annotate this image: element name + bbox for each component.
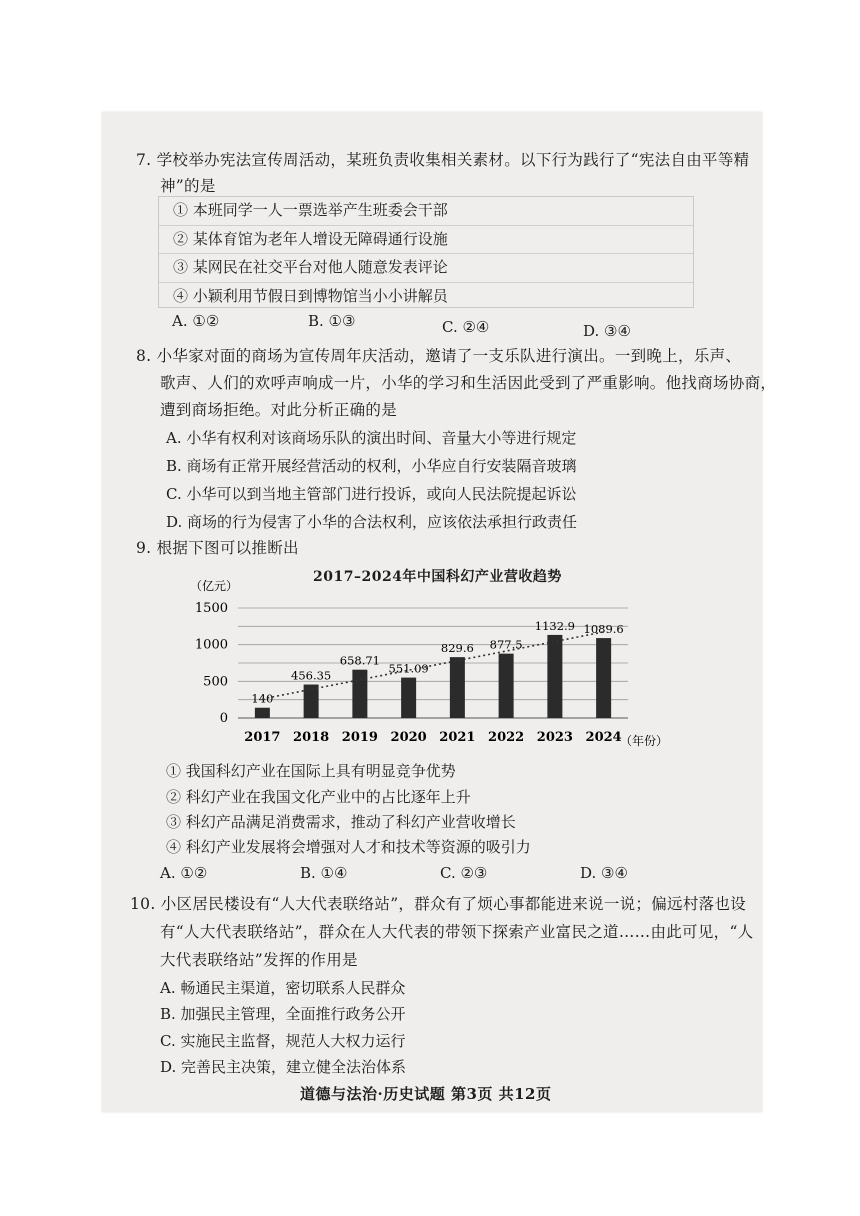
- data-label-2019: 658.71: [339, 653, 380, 668]
- data-label-2024: 1089.6: [583, 622, 624, 637]
- page-footer: 道德与法治·历史试题 第3页 共12页: [300, 1085, 552, 1103]
- q8-stem-line2: 歌声、人们的欢呼声响成一片，小华的学习和生活因此受到了严重影响。他找商场协商，: [160, 374, 777, 392]
- x-tick-label: 2017: [244, 730, 281, 745]
- q10-stem-line3: 大代表联络站”发挥的作用是: [160, 951, 358, 969]
- q10-stem-line1: 10. 小区居民楼设有“人大代表联络站”，群众有了烦心事都能进来说一说；偏远村落也设: [130, 895, 747, 913]
- x-tick-label: 2019: [341, 730, 378, 745]
- x-tick-label: 2024: [585, 730, 622, 745]
- q10-option-d: D. 完善民主决策，建立健全法治体系: [160, 1058, 407, 1076]
- q9-option-d: D. ③④: [580, 864, 628, 882]
- bar-2018: [304, 685, 319, 718]
- q9-option-b: B. ①④: [300, 864, 348, 882]
- q10-stem-line2: 有“人大代表联络站”，群众在人大代表的带领下探索产业富民之道……由此可见，“人: [160, 923, 754, 941]
- y-axis-ticks: [195, 601, 228, 726]
- q9-statement-4: ④ 科幻产业发展将会增强对人才和技术等资源的吸引力: [166, 838, 531, 856]
- data-label-2017: 140: [251, 691, 274, 706]
- q10-option-a: A. 畅通民主渠道，密切联系人民群众: [160, 979, 406, 997]
- q9-option-a: A. ①②: [160, 864, 208, 882]
- q7-option-d: D. ③④: [583, 322, 631, 340]
- q7-option-a: A. ①②: [172, 312, 220, 330]
- bar-2022: [499, 654, 514, 718]
- data-label-2020: 551.09: [388, 661, 429, 676]
- q8-stem-line3: 遭到商场拒绝。对此分析正确的是: [160, 401, 398, 419]
- bar-2019: [352, 670, 367, 718]
- x-tick-label: 2020: [390, 730, 427, 745]
- bar-2017: [255, 708, 270, 718]
- y-tick-label: 0: [219, 711, 228, 726]
- q7-option-c: C. ②④: [442, 318, 490, 336]
- q8-option-c: C. 小华可以到当地主管部门进行投诉，或向人民法院提起诉讼: [166, 485, 577, 503]
- q7-option-b: B. ①③: [308, 312, 356, 330]
- y-tick-label: 500: [203, 674, 228, 690]
- bar-2024: [596, 638, 611, 718]
- q9-statement-3: ③ 科幻产品满足消费需求，推动了科幻产业营收增长: [166, 813, 516, 831]
- q9-option-c: C. ②③: [440, 864, 488, 882]
- q7-statement-2: ② 某体育馆为老年人增设无障碍通行设施: [173, 229, 448, 248]
- y-tick-label: 1000: [194, 637, 228, 653]
- x-axis-ticks: [244, 730, 621, 745]
- x-tick-label: 2018: [293, 730, 330, 745]
- data-label-2022: 877.5: [489, 637, 523, 652]
- q7-statement-1: ① 本班同学一人一票选举产生班委会干部: [173, 201, 448, 219]
- q9-statement-1: ① 我国科幻产业在国际上具有明显竞争优势: [166, 762, 456, 780]
- data-label-2018: 456.35: [291, 668, 332, 683]
- x-tick-label: 2023: [536, 730, 573, 745]
- q7-stem-line2: 神”的是: [160, 177, 216, 195]
- q7-statement-4: ④ 小颖利用节假日到博物馆当小小讲解员: [173, 286, 448, 305]
- q7-stem-line1: 7. 学校举办宪法宣传周活动，某班负责收集相关素材。以下行为践行了“宪法自由平等精: [136, 151, 750, 169]
- chart-title: 2017–2024年中国科幻产业营收趋势: [313, 569, 562, 585]
- q9-statement-2: ② 科幻产业在我国文化产业中的占比逐年上升: [166, 788, 471, 806]
- q8-option-d: D. 商场的行为侵害了小华的合法权利，应该依法承担行政责任: [166, 513, 578, 531]
- data-label-2023: 1132.9: [534, 618, 575, 633]
- y-tick-label: 1500: [194, 601, 228, 616]
- q10-option-c: C. 实施民主监督，规范人大权力运行: [160, 1032, 406, 1050]
- bar-2020: [401, 678, 416, 718]
- x-axis-label: （年份）: [620, 734, 669, 748]
- q9-stem: 9. 根据下图可以推断出: [136, 539, 299, 557]
- q8-stem-line1: 8. 小华家对面的商场为宣传周年庆活动，邀请了一支乐队进行演出。一到晚上，乐声、: [136, 347, 742, 365]
- data-label-2021: 829.6: [440, 641, 474, 656]
- bar-2023: [547, 635, 562, 718]
- q10-option-b: B. 加强民主管理，全面推行政务公开: [160, 1005, 406, 1023]
- q8-option-a: A. 小华有权利对该商场乐队的演出时间、音量大小等进行规定: [166, 429, 577, 447]
- y-axis-label: （亿元）: [190, 580, 239, 593]
- revenue-chart: [180, 580, 680, 755]
- bar-2021: [450, 657, 465, 718]
- q7-statement-3: ③ 某网民在社交平台对他人随意发表评论: [173, 258, 448, 276]
- q8-option-b: B. 商场有正常开展经营活动的权利，小华应自行安装隔音玻璃: [166, 457, 577, 475]
- x-tick-label: 2022: [488, 730, 525, 745]
- x-tick-label: 2021: [439, 730, 476, 745]
- q7-statement-box: [158, 196, 694, 308]
